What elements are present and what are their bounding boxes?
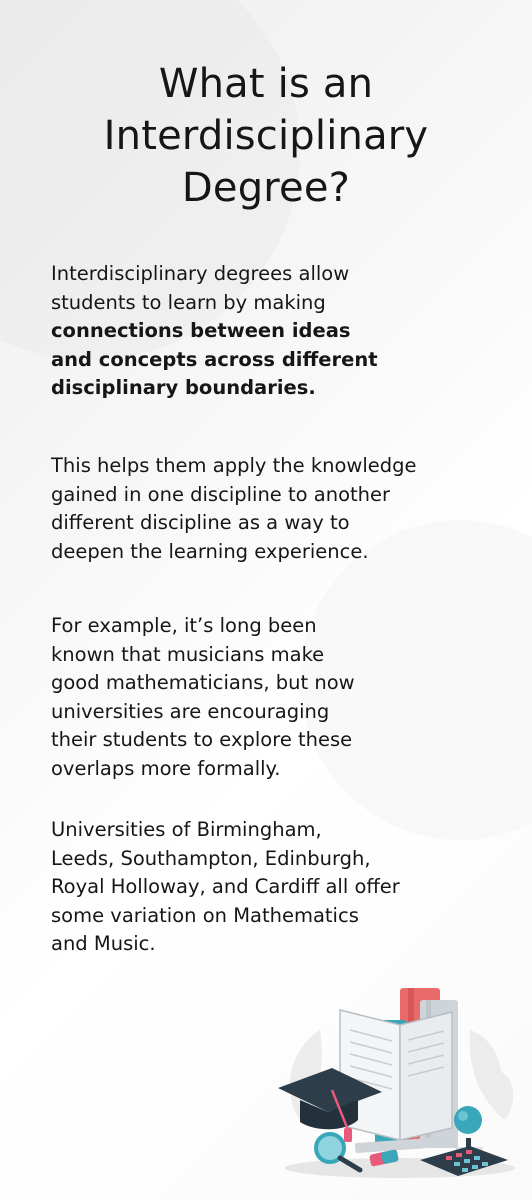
text-line: students to learn by making	[51, 290, 326, 314]
text-line: For example, it’s long been	[51, 614, 317, 637]
paragraph-universities	[51, 816, 511, 959]
text-line: overlaps more formally.	[51, 756, 281, 780]
paragraph-definition	[51, 260, 511, 403]
text-line-bold: disciplinary boundaries.	[51, 376, 316, 399]
text-line: good mathematicians, but now	[51, 671, 355, 694]
text-line-bold: and concepts across different	[51, 347, 378, 371]
text-line: universities are encouraging	[51, 699, 330, 723]
text-line-bold: connections between ideas	[51, 319, 351, 342]
paragraph-example	[51, 612, 511, 783]
text-line: different discipline as a way to	[51, 511, 350, 534]
text-line: and Music.	[51, 932, 156, 955]
text-line: Leeds, Southampton, Edinburgh,	[51, 846, 371, 870]
books-graduation-cap-illustration	[270, 970, 520, 1180]
text-line: gained in one discipline to another	[51, 482, 391, 506]
text-line: deepen the learning experience.	[51, 539, 369, 563]
text-line: Universities of Birmingham,	[51, 818, 322, 841]
text-line: This helps them apply the knowledge	[51, 454, 417, 477]
page-title	[40, 58, 492, 214]
text-line: Interdisciplinary degrees allow	[51, 262, 350, 285]
title-line: Interdisciplinary	[103, 113, 429, 159]
title-line: What is an	[158, 61, 374, 107]
text-line: some variation on Mathematics	[51, 903, 359, 927]
text-line: known that musicians make	[51, 642, 325, 666]
paragraph-benefit	[51, 452, 511, 566]
text-line: their students to explore these	[51, 728, 353, 751]
text-line: Royal Holloway, and Cardiff all offer	[51, 875, 400, 898]
title-line: Degree?	[181, 165, 351, 211]
